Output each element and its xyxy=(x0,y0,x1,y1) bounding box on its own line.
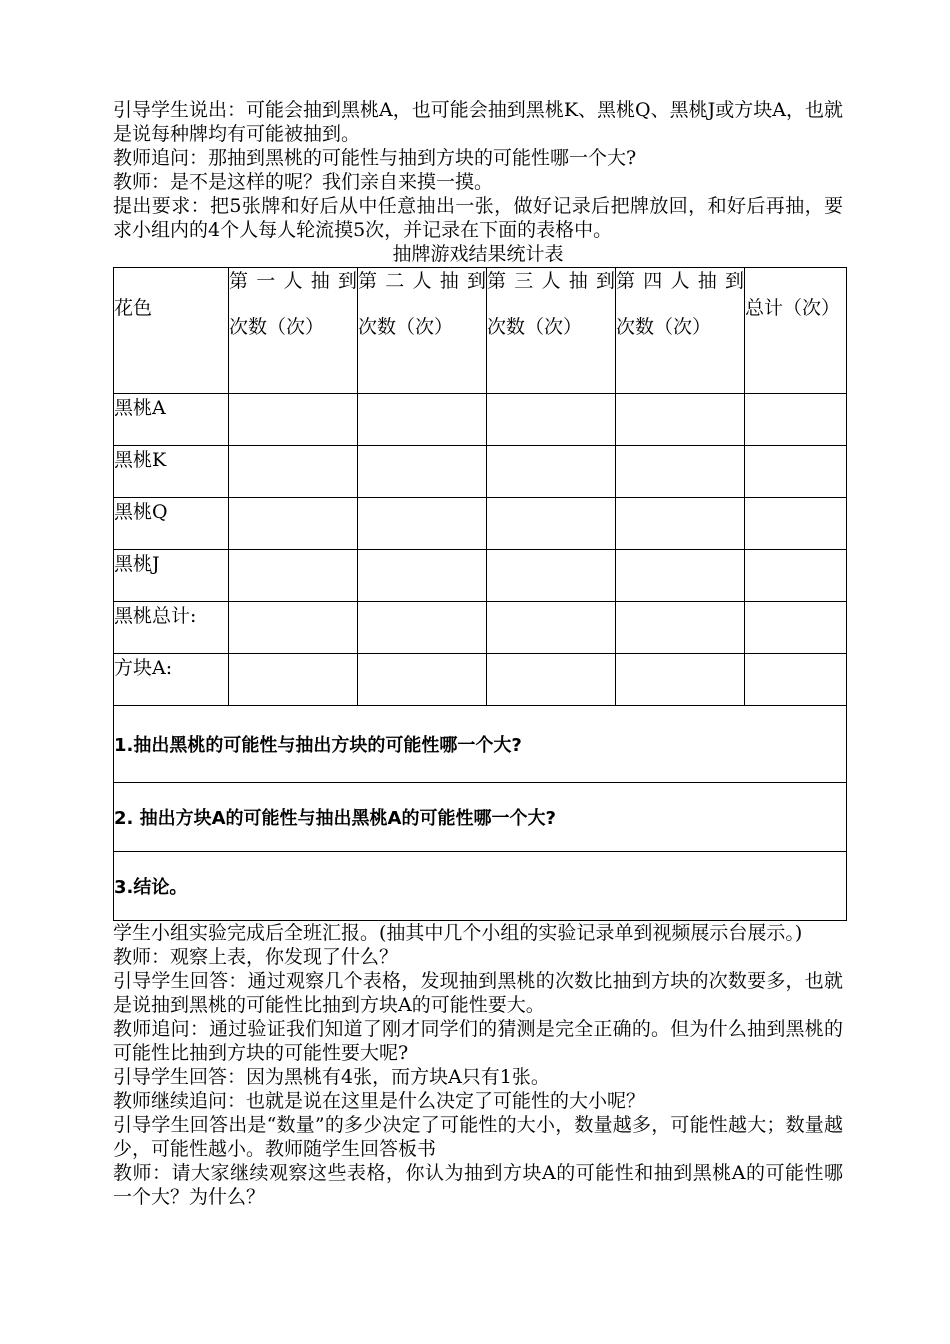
header-person-line1: 第一人抽到 xyxy=(229,270,357,292)
body-paragraph: 教师追问：通过验证我们知道了刚才同学们的猜测是完全正确的。但为什么抽到黑桃的可能性比抽到方块的可能性要大呢? xyxy=(113,1018,843,1064)
body-paragraph: 教师继续追问：也就是说在这里是什么决定了可能性的大小呢？ xyxy=(113,1090,646,1112)
empty-cell xyxy=(229,446,358,498)
empty-cell xyxy=(616,550,745,602)
question-text: 2. 抽出方块A的可能性与抽出黑桃A的可能性哪一个大? xyxy=(114,783,847,852)
empty-cell xyxy=(487,446,616,498)
header-total: 总计（次） xyxy=(745,268,847,394)
table-row xyxy=(114,498,847,550)
empty-cell xyxy=(358,654,487,706)
table-row xyxy=(114,446,847,498)
empty-cell xyxy=(745,550,847,602)
question-text: 3.结论。 xyxy=(114,852,847,921)
empty-cell xyxy=(487,602,616,654)
header-suit: 花色 xyxy=(114,268,229,394)
empty-cell xyxy=(745,446,847,498)
table-row xyxy=(114,602,847,654)
row-label: 黑桃K xyxy=(114,446,229,498)
table-row xyxy=(114,394,847,446)
header-person-line2: 次数（次） xyxy=(616,316,712,338)
table-row xyxy=(114,550,847,602)
empty-cell xyxy=(229,602,358,654)
table-row xyxy=(114,654,847,706)
empty-cell xyxy=(616,446,745,498)
intro-paragraph: 引导学生说出：可能会抽到黑桃A，也可能会抽到黑桃K、黑桃Q、黑桃J或方块A，也就是说每种牌均有可能被抽到。 xyxy=(113,99,843,145)
header-person-4 xyxy=(616,268,745,394)
header-person-3 xyxy=(487,268,616,394)
header-person-2 xyxy=(358,268,487,394)
document-page xyxy=(113,98,843,1209)
question-row xyxy=(114,706,847,783)
intro-paragraph: 提出要求：把5张牌和好后从中任意抽出一张，做好记录后把牌放回，和好后再抽，要求小组内的4个人每人轮流摸5次，并记录在下面的表格中。 xyxy=(113,195,843,241)
empty-cell xyxy=(358,498,487,550)
empty-cell xyxy=(229,654,358,706)
empty-cell xyxy=(229,394,358,446)
row-label: 黑桃Q xyxy=(114,498,229,550)
row-label: 方块A: xyxy=(114,654,229,706)
empty-cell xyxy=(745,498,847,550)
body-paragraph: 引导学生回答出是“数量”的多少决定了可能性的大小，数量越多，可能性越大；数量越少，可能性越小。教师随学生回答板书 xyxy=(113,1114,843,1160)
row-label: 黑桃J xyxy=(114,550,229,602)
body-paragraph: 教师：请大家继续观察这些表格，你认为抽到方块A的可能性和抽到黑桃A的可能性哪一个大？为什么？ xyxy=(113,1162,843,1208)
empty-cell xyxy=(487,498,616,550)
empty-cell xyxy=(745,654,847,706)
intro-paragraph: 教师追问：那抽到黑桃的可能性与抽到方块的可能性哪一个大? xyxy=(113,147,637,169)
empty-cell xyxy=(487,654,616,706)
body-paragraph: 引导学生回答：通过观察几个表格，发现抽到黑桃的次数比抽到方块的次数要多，也就是说抽到黑桃的可能性比抽到方块A的可能性要大。 xyxy=(113,970,843,1016)
empty-cell xyxy=(616,602,745,654)
header-person-line2: 次数（次） xyxy=(229,316,325,338)
question-row xyxy=(114,852,847,921)
question-text: 1.抽出黑桃的可能性与抽出方块的可能性哪一个大? xyxy=(114,706,847,783)
question-row xyxy=(114,783,847,852)
table-caption: 抽牌游戏结果统计表 xyxy=(392,243,564,265)
row-label: 黑桃总计: xyxy=(114,602,229,654)
header-person-line2: 次数（次） xyxy=(358,316,454,338)
results-table xyxy=(113,267,847,921)
empty-cell xyxy=(616,498,745,550)
empty-cell xyxy=(358,602,487,654)
empty-cell xyxy=(745,394,847,446)
empty-cell xyxy=(616,654,745,706)
header-person-line1: 第二人抽到 xyxy=(358,270,486,292)
empty-cell xyxy=(229,498,358,550)
intro-paragraph: 教师：是不是这样的呢？我们亲自来摸一摸。 xyxy=(113,171,494,193)
empty-cell xyxy=(229,550,358,602)
body-paragraph: 引导学生回答：因为黑桃有4张，而方块A只有1张。 xyxy=(113,1066,550,1088)
header-person-line2: 次数（次） xyxy=(487,316,583,338)
empty-cell xyxy=(358,550,487,602)
header-person-1 xyxy=(229,268,358,394)
body-paragraph: 学生小组实验完成后全班汇报。(抽其中几个小组的实验记录单到视频展示台展示。) xyxy=(113,922,803,944)
body-paragraph: 教师：观察上表，你发现了什么？ xyxy=(113,946,399,968)
empty-cell xyxy=(487,394,616,446)
empty-cell xyxy=(358,394,487,446)
table-header-row xyxy=(114,268,847,394)
header-person-line1: 第四人抽到 xyxy=(616,270,744,292)
empty-cell xyxy=(616,394,745,446)
empty-cell xyxy=(487,550,616,602)
empty-cell xyxy=(358,446,487,498)
row-label: 黑桃A xyxy=(114,394,229,446)
empty-cell xyxy=(745,602,847,654)
header-person-line1: 第三人抽到 xyxy=(487,270,615,292)
